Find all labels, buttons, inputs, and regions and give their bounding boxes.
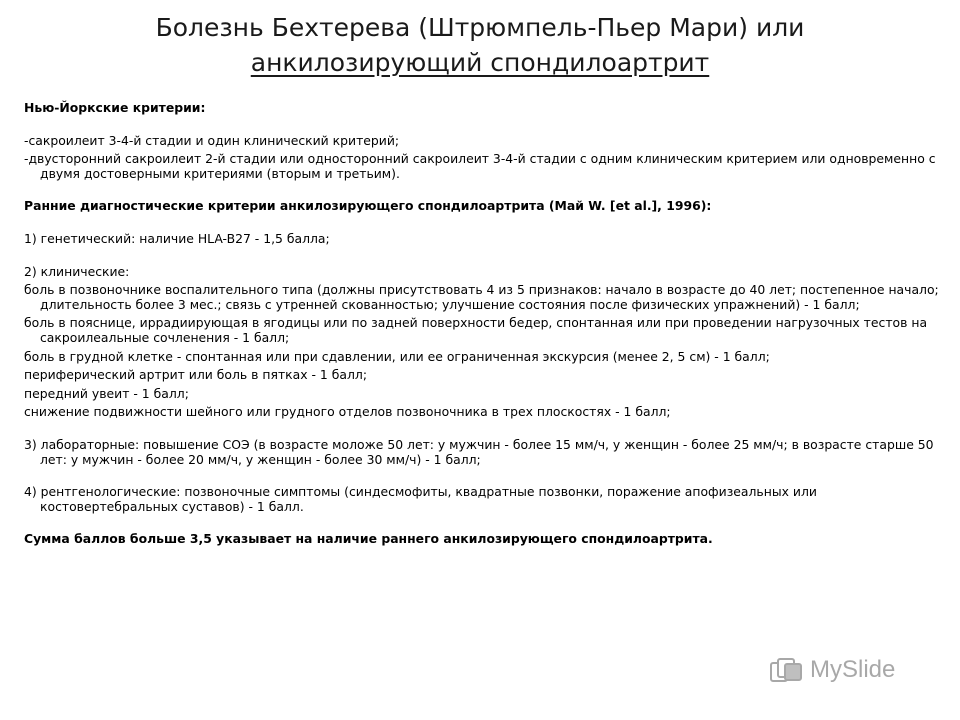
ny-criterion-2: -двусторонний сакроилеит 2-й стадии или односторонний сакроилеит 3-4-й стадии с одним клиническим критерием или одновременно с двумя достоверными критериями (вторым и третьим).	[24, 151, 936, 181]
early-criteria-heading: Ранние диагностические критерии анкилозирующего спондилоартрита (Май W. [et al.], 1996):	[24, 198, 712, 214]
title-line-1: Болезнь Бехтерева (Штрюмпель-Пьер Мари) или	[155, 13, 805, 42]
clinical-item-5: передний увеит - 1 балл;	[24, 385, 189, 401]
conclusion: Сумма баллов больше 3,5 указывает на наличие раннего анкилозирующего спондилоартрита.	[24, 531, 713, 547]
slide-title	[40, 10, 920, 80]
radiological-criterion: 4) рентгенологические: позвоночные симптомы (синдесмофиты, квадратные позвонки, поражение апофизеальных или костовертебральных суставов) - 1 балл.	[24, 484, 817, 514]
clinical-item-3: боль в грудной клетке - спонтанная или при сдавлении, или ее ограниченная экскурсия (менее 2, 5 см) - 1 балл;	[24, 348, 770, 364]
ny-criterion-1: -сакроилеит 3-4-й стадии и один клинический критерий;	[24, 132, 400, 148]
genetic-criterion: 1) генетический: наличие HLA-B27 - 1,5 балла;	[24, 230, 330, 246]
ny-criteria-heading: Нью-Йоркские критерии:	[24, 100, 206, 115]
clinical-item-2: боль в пояснице, иррадиирующая в ягодицы или по задней поверхности бедер, спонтанная или при проведении нагрузочных тестов на сакроилеальные сочленения - 1 балл;	[24, 315, 928, 345]
clinical-item-6: снижение подвижности шейного или грудного отделов позвоночника в трех плоскостях - 1 балл;	[24, 404, 671, 420]
watermark-text: MySlide	[810, 656, 896, 683]
clinical-item-4: периферический артрит или боль в пятках - 1 балл;	[24, 367, 367, 383]
clinical-item-1: боль в позвоночнике воспалительного типа (должны присутствовать 4 из 5 признаков: начало в возрасте до 40 лет; постепенное начало; длительность более 3 мес.; связь с утренней скованностью; улучшение состояния после физических упражнений) - 1 балл;	[24, 282, 939, 312]
myslide-watermark	[770, 656, 895, 684]
slides-logo-icon	[770, 657, 804, 683]
clinical-heading: 2) клинические:	[24, 263, 130, 279]
slide-content	[24, 101, 939, 547]
laboratory-criterion: 3) лабораторные: повышение СОЭ (в возрасте моложе 50 лет: у мужчин - более 15 мм/ч, у женщин - более 25 мм/ч; в возрасте старше 50 лет: у мужчин - более 20 мм/ч, у женщин - более 30 мм/ч) - 1 балл;	[24, 436, 934, 467]
title-line-2: анкилозирующий спондилоартрит	[250, 48, 710, 77]
